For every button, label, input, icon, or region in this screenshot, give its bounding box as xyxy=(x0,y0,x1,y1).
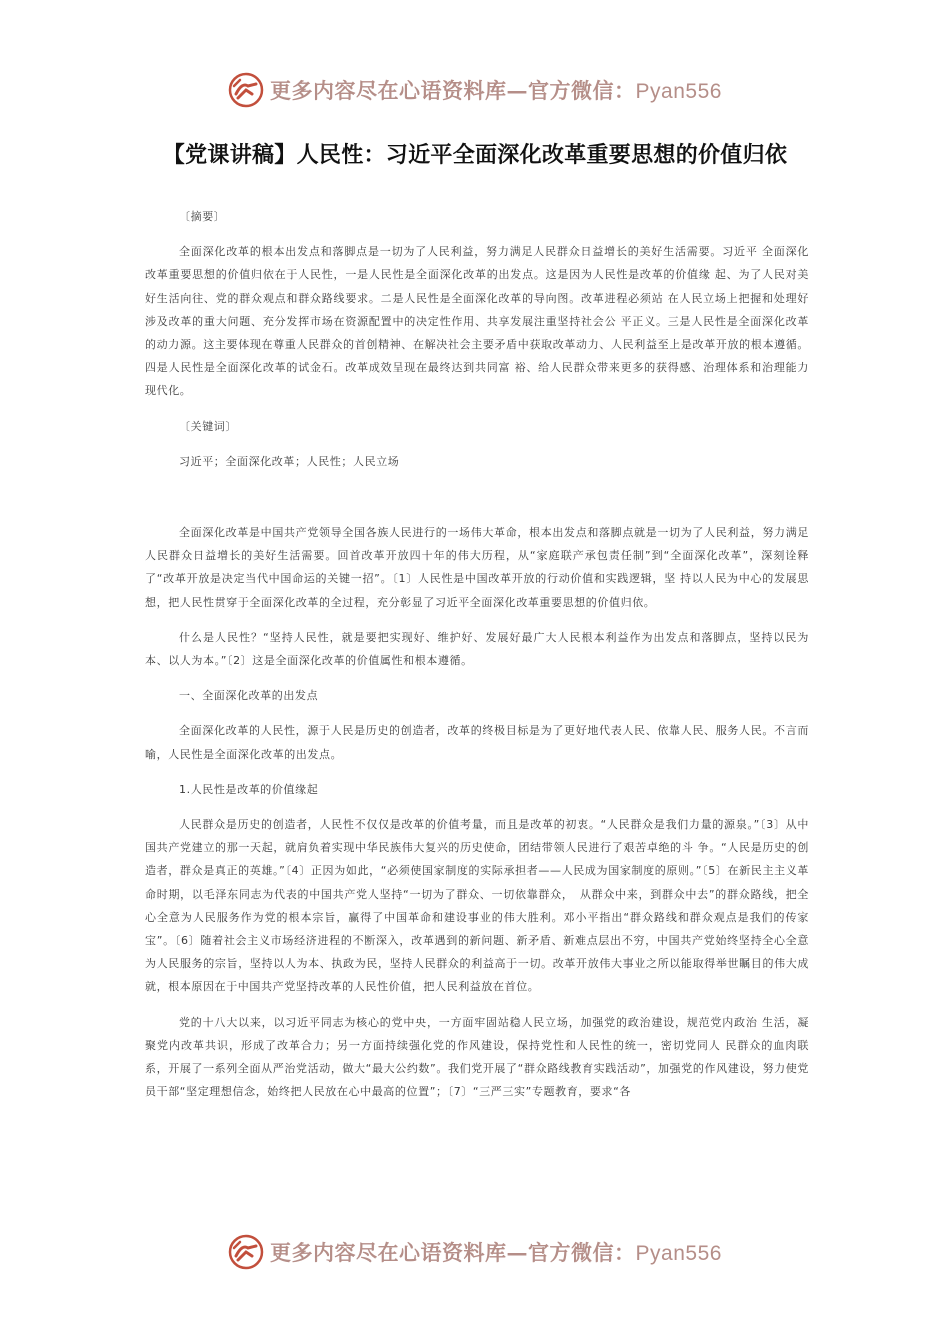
abstract-label: 〔摘要〕 xyxy=(179,210,226,223)
body-paragraph: 全面深化改革的人民性，源于人民是历史的创造者，改革的终极目标是为了更好地代表人民、依靠人民、服务人民。不言而喻，人民性是全面深化改革的出发点。 xyxy=(145,724,809,761)
wechat-id: Pyan556 xyxy=(635,80,722,103)
section-heading: 一、全面深化改革的出发点 xyxy=(179,689,319,703)
document-body xyxy=(145,205,809,1104)
subsection-heading: 1.人民性是改革的价值缘起 xyxy=(179,782,319,796)
handshake-circle-logo-icon xyxy=(228,1234,264,1270)
handshake-circle-logo-icon xyxy=(228,72,264,108)
footer-banner xyxy=(0,1232,950,1272)
keywords-label: 〔关键词〕 xyxy=(179,419,237,433)
header-banner xyxy=(0,70,950,110)
page-title: 【党课讲稿】人民性：习近平全面深化改革重要思想的价值归依 xyxy=(162,143,788,168)
banner-slogan: 更多内容尽在心语资料库—官方微信： xyxy=(270,78,636,103)
banner-text xyxy=(270,75,722,105)
wechat-id: Pyan556 xyxy=(635,1242,722,1265)
abstract-text: 全面深化改革的根本出发点和落脚点是一切为了人民利益，努力满足人民群众日益增长的美好生活需要。习近平 全面深化改革重要思想的价值归依在于人民性，一是人民性是全面深化改革的出发点。这是因为人民性是改革的价值缘 起、为了人民对美好生活向往、党的群众观点和群众路线要求。二是人民性是全面深化改革的导向图。改革进程必须站 在人民立场上把握和处理好涉及改革的重大问题、充分发挥市场在资源配置中的决定性作用、共享发展注重坚持社会公 平正义。三是人民性是全面深化改革的动力源。这主要体现在尊重人民群众的首创精神、在解决社会主要矛盾中获取改革动力、人民利益至上是改革开放的根本遵循。四是人民性是全面深化改革的试金石。改革成效呈现在最终达到共同富 裕、给人民群众带来更多的获得感、治理体系和治理能力现代化。 xyxy=(145,245,809,398)
body-paragraph: 党的十八大以来，以习近平同志为核心的党中央，一方面牢固站稳人民立场，加强党的政治建设，规范党内政治 生活，凝聚党内改革共识，形成了改革合力；另一方面持续强化党的作风建设，保持党性和人民性的统一，密切党同人 民群众的血肉联系，开展了一系列全面从严治党活动，做大“最大公约数”。我们党开展了“群众路线教育实践活动”，加强党的作风建设，努力使党员干部“坚定理想信念，始终把人民放在心中最高的位置”；〔7〕“三严三实”专题教育，要求“各 xyxy=(145,1015,809,1099)
banner-slogan: 更多内容尽在心语资料库—官方微信： xyxy=(270,1240,636,1265)
body-paragraph: 人民群众是历史的创造者，人民性不仅仅是改革的价值考量，而且是改革的初衷。“人民群众是我们力量的源泉。”〔3〕从中国共产党建立的那一天起，就肩负着实现中华民族伟大复兴的历史使命，团结带领人民进行了艰苦卓绝的斗 争。“人民是历史的创造者，群众是真正的英雄。”〔4〕正因为如此，“必须使国家制度的实际承担者——人民成为国家制度的原则。”〔5〕在新民主主义革命时期，以毛泽东同志为代表的中国共产党人坚持“一切为了群众、一切依靠群众， 从群众中来，到群众中去”的群众路线，把全心全意为人民服务作为党的根本宗旨，赢得了中国革命和建设事业的伟大胜利。邓小平指出“群众路线和群众观点是我们的传家宝”。〔6〕随着社会主义市场经济进程的不断深入，改革遇到的新问题、新矛盾、新难点层出不穷，中国共产党始终坚持全心全意为人民服务的宗旨，坚持以人为本、执政为民，坚持人民群众的利益高于一切。改革开放伟大事业之所以能取得举世瞩目的伟大成就，根本原因在于中国共产党坚持改革的人民性价值，把人民利益放在首位。 xyxy=(145,818,809,994)
banner-text xyxy=(270,1237,722,1267)
keywords-text: 习近平；全面深化改革；人民性；人民立场 xyxy=(179,454,400,468)
body-paragraph: 什么是人民性？“坚持人民性，就是要把实现好、维护好、发展好最广大人民根本利益作为出发点和落脚点，坚持以民为本、以人为本。”〔2〕这是全面深化改革的价值属性和根本遵循。 xyxy=(145,630,809,668)
body-paragraph: 全面深化改革是中国共产党领导全国各族人民进行的一场伟大革命，根本出发点和落脚点就是一切为了人民利益，努力满足人民群众日益增长的美好生活需要。回首改革开放四十年的伟大历程，从“家庭联产承包责任制”到“全面深化改革”，深刻诠释了“改革开放是决定当代中国命运的关键一招”。〔1〕人民性是中国改革开放的行动价值和实践逻辑，坚 持以人民为中心的发展思想，把人民性贯穿于全面深化改革的全过程，充分彰显了习近平全面深化改革重要思想的价值归依。 xyxy=(145,526,809,609)
